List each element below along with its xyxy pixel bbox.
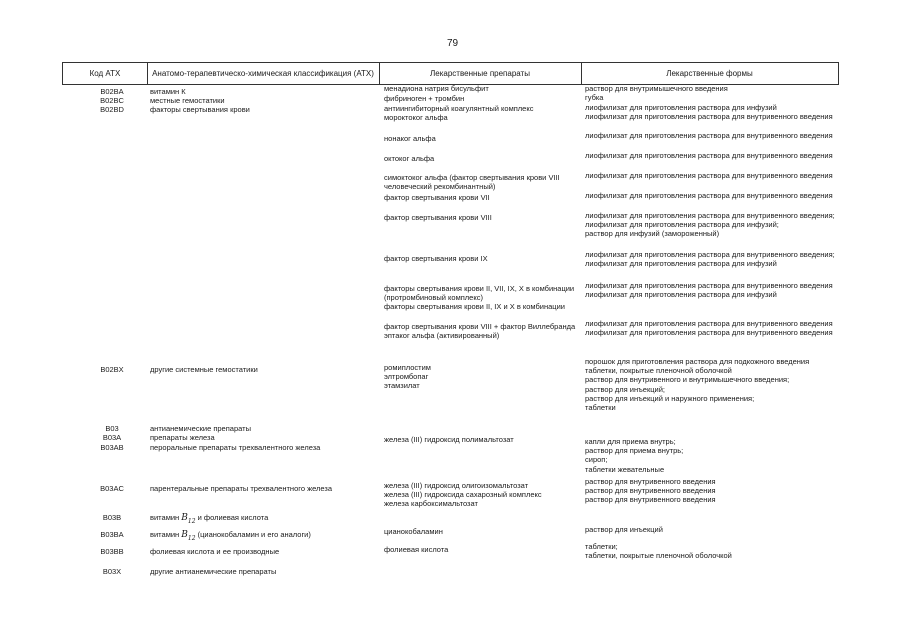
table-header [62,62,839,85]
atc-code: B02BX [100,365,124,374]
dosage-form: таблетки; таблетки, покрытые пленочной оболочкой [585,542,732,561]
drug-name: фактор свертывания крови IX [384,254,488,263]
dosage-form: капли для приема внутрь; раствор для приема внутрь; сироп; таблетки жевательные [585,437,684,474]
atc-code: B03BB [100,547,124,556]
atc-class: местные гемостатики [150,96,225,105]
dosage-form: лиофилизат для приготовления раствора для внутривенного введения [585,151,833,160]
drug-name: факторы свертывания крови II, VII, IX, X в комбинации (протромбиновый комплекс) факторы свертывания крови II, IX и X в комбинации [384,284,575,311]
dosage-form: лиофилизат для приготовления раствора для внутривенного введения; лиофилизат для приготовления раствора для инфузий; раствор для инфузий (замороженный) [585,211,835,239]
atc-class: антианемические препараты [150,424,251,433]
dosage-form: лиофилизат для приготовления раствора для внутривенного введения [585,171,833,180]
dosage-form: раствор для инъекций [585,525,663,534]
atc-class: пероральные препараты трехвалентного железа [150,443,321,452]
drug-name: фактор свертывания крови VIII [384,213,492,222]
page-number: 79 [446,38,459,49]
drug-name: цианокобаламин [384,527,443,536]
atc-class: (цианокобаламин и его аналоги) [197,530,311,539]
dosage-form: лиофилизат для приготовления раствора для внутривенного введения лиофилизат для приготовления раствора для внутривенного введения [585,319,833,338]
drug-name: фолиевая кислота [384,545,449,554]
drug-name: нонаког альфа [384,134,436,143]
drug-name: менадиона натрия бисульфит [384,84,489,93]
atc-code: B03AC [100,484,124,493]
header-code: Код АТХ [89,69,121,78]
dosage-form: лиофилизат для приготовления раствора для внутривенного введения; лиофилизат для приготовления раствора для инфузий [585,250,835,269]
b12-symbol [181,513,195,523]
atc-code: B03X [102,567,122,576]
dosage-form: лиофилизат для приготовления раствора для внутривенного введения [585,191,833,200]
drug-name: фактор свертывания крови VIII + фактор Виллебранда эптаког альфа (активированный) [384,322,576,340]
drug-name: симоктоког альфа (фактор свертывания крови VIII человеческий рекомбинантный) [384,173,560,191]
atc-class: и фолиевая кислота [197,513,269,522]
dosage-form: лиофилизат для приготовления раствора для инфузий лиофилизат для приготовления раствора для внутривенного введения [585,103,833,122]
atc-code: B03AB [100,443,124,452]
vitamin-word: витамин [150,530,180,539]
header-classification: Анатомо-терапевтическо-химическая классификация (АТХ) [152,69,374,78]
atc-code: B03A [102,433,122,442]
atc-code: B02BA [100,87,124,96]
drug-name: железа (III) гидроксид олигоизомальтозат железа (III) гидроксида сахарозный комплекс железа карбоксимальтозат [384,481,542,508]
drug-name: антиингибиторный коагулянтный комплекс мороктоког альфа [384,104,534,122]
atc-class: другие системные гемостатики [150,365,258,374]
atc-class: фолиевая кислота и ее производные [150,547,280,556]
dosage-form: раствор для внутривенного введения раствор для внутривенного введения раствор для внутривенного введения [585,477,716,505]
atc-code: B03BA [100,530,124,539]
b12-subscript: 12 [187,517,196,525]
drug-name: железа (III) гидроксид полимальтозат [384,435,514,444]
dosage-form: лиофилизат для приготовления раствора для внутривенного введения лиофилизат для приготовления раствора для инфузий [585,281,833,300]
atc-class: факторы свертывания крови [150,105,250,114]
dosage-form: лиофилизат для приготовления раствора для внутривенного введения [585,131,833,140]
drug-name: фактор свертывания крови VII [384,193,490,202]
header-drugs: Лекарственные препараты [430,69,530,78]
atc-code: B02BD [100,105,124,114]
atc-class-vitamin-b12 [150,530,380,543]
atc-code: B03 [105,424,119,433]
atc-class: витамин К [150,87,186,96]
atc-class: другие антианемические препараты [150,567,277,576]
header-forms: Лекарственные формы [666,69,753,78]
drug-name: октоког альфа [384,154,435,163]
b12-letter: B [181,513,188,523]
b12-subscript: 12 [187,534,196,542]
atc-code: B02BC [100,96,124,105]
dosage-form: порошок для приготовления раствора для подкожного введения таблетки, покрытые пленочной оболочкой раствор для внутривенного и внутримышечного введения; раствор для инъекций; раствор для инъекций и наружного применения; таблетки [585,357,810,413]
b12-symbol [181,530,195,540]
atc-class: препараты железа [150,433,215,442]
atc-class: парентеральные препараты трехвалентного железа [150,484,333,493]
drug-name: ромиплостим элтромбопаг этамзилат [384,363,431,390]
b12-letter: B [181,530,188,540]
dosage-form: раствор для внутримышечного введения губка [585,84,728,103]
drug-name: фибриноген + тромбин [384,94,465,103]
atc-code: B03B [102,513,122,522]
vitamin-word: витамин [150,513,180,522]
atc-class-vitamin-b12-folic [150,513,380,526]
